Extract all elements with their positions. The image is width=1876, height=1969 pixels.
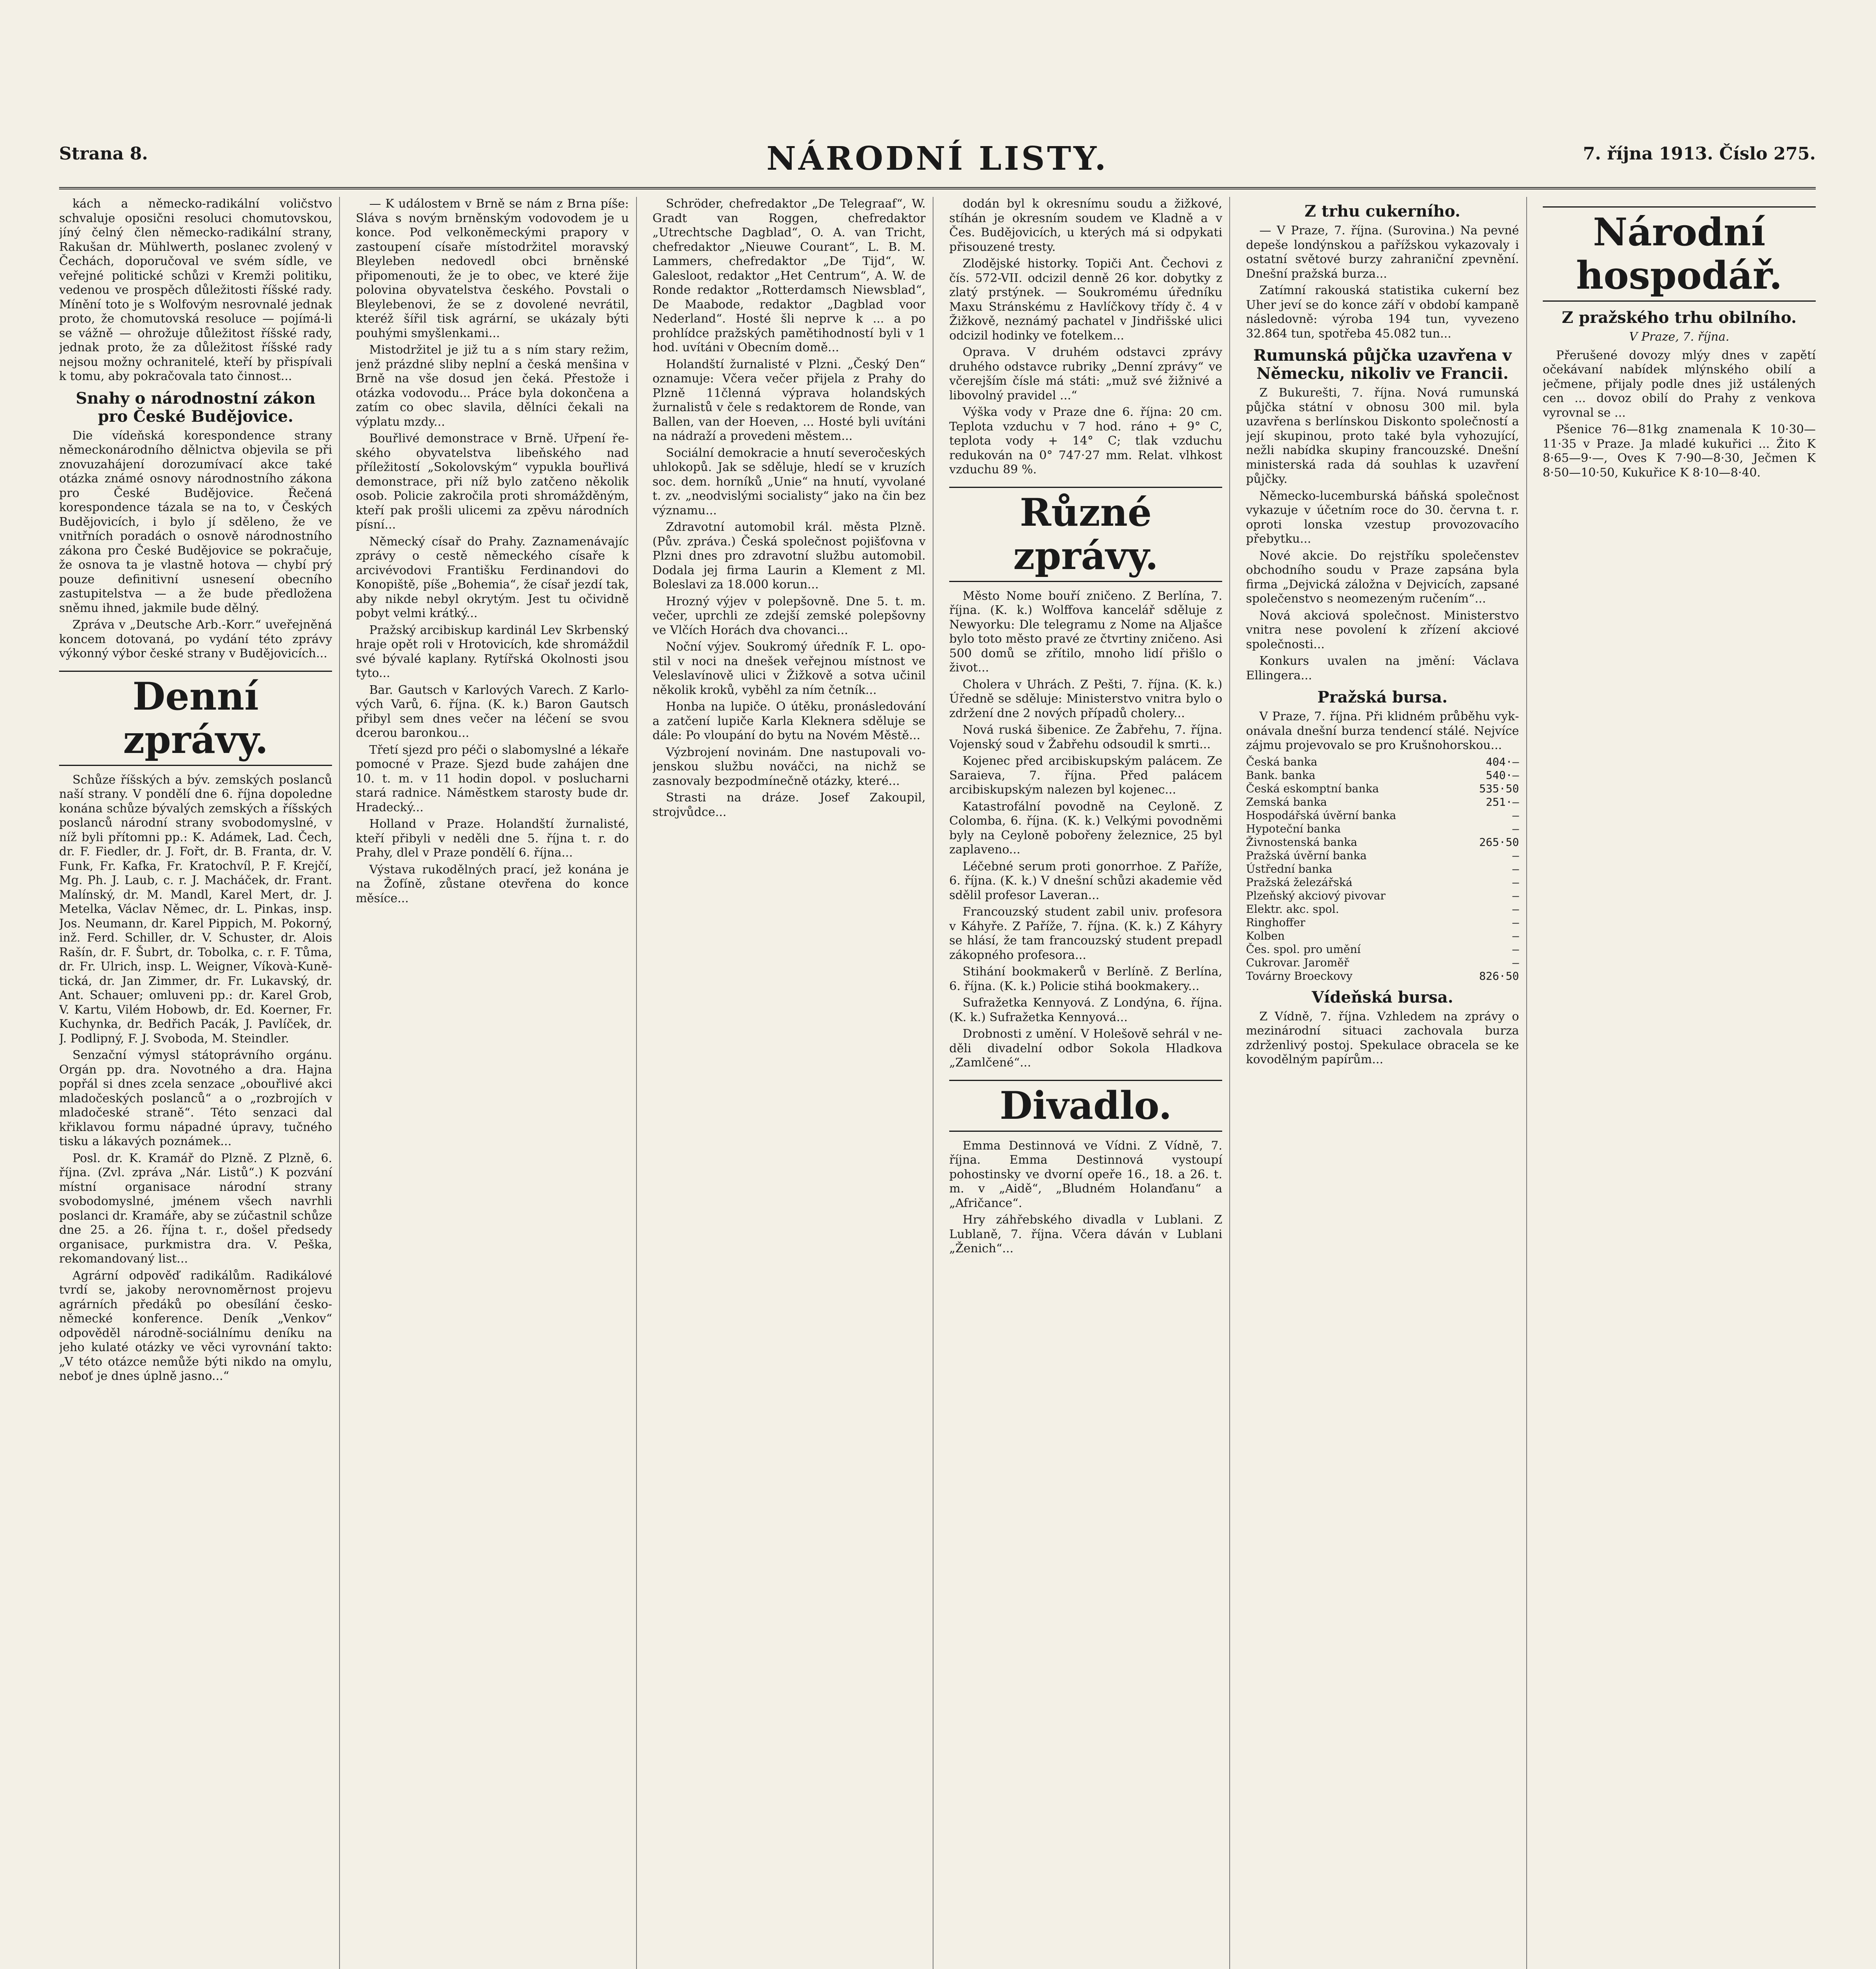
article-cukr-2: Zatímní rakouská statistika cukerní bez Uher jeví se do konce září v období kampaně následovně: výroba 194 tun, vyvezeno 32.864 tun, spotřeba 45.082 tun... — [1246, 284, 1519, 341]
article-nemecky-cisar: Německý císař do Prahy. Zaznamenávajíc zprávy o cestě německého císaře k arcivévodovi Františku Ferdinandovi do Konopiště, píše „Bohemia“, že císař jezdí tak, aby nikde nebyl okrytým. Jest tu očividně pobyt velmi krátký... — [356, 534, 629, 620]
article-ceny: Pšenice 76—81kg znamenala K 10·30—11·35 v Praze. Ja mladé kukuřici ... Žito K 8·65—9·—, Oves K 7·90—8·30, Ječmen K 8·50—10·50, Kukuřice K 8·10—8·40. — [1542, 423, 1816, 480]
article-mesto-nome: Město Nome bouří zničeno. Z Berlína, 7. října. (K. k.) Wolffova kancelář sděluje z Newyorku: Dle telegramu z Nome na Aljašce bylo toto město pravé ze čtvrtiny zničeno. Asi 500 domů se zřítilo, mnoho lidí přišlo o život... — [949, 589, 1223, 675]
bursa-security-price: — — [1512, 822, 1519, 835]
article-snahy-2: Zpráva v „Deutsche Arb.-Korr.“ uveřejněná koncem dotovaná, po vydání této zprávy výkonný výbor české strany v Budějovicích... — [59, 618, 332, 660]
bursa-row — [1246, 809, 1519, 822]
bursa-security-name: Kolben — [1246, 929, 1285, 942]
bursa-security-name: Hypoteční banka — [1246, 822, 1341, 835]
bursa-row — [1246, 782, 1519, 795]
bursa-row — [1246, 889, 1519, 903]
headline-videnska-bursa: Vídeňská bursa. — [1312, 988, 1453, 1007]
issue-date: 7. října 1913. Číslo 275. — [1583, 144, 1816, 164]
article-holandsti-plzen: Holandští žurnalisté v Plzni. „Český Den“ oznamuje: Včera večer přijela z Prahy do Plzně 11členná výprava holandských žurnalistů v čele s redaktorem de Ronde, van Ballen, van der Hoeven, ... Hosté byli uvítáni na nádraží a provedeni městem... — [652, 357, 926, 443]
bursa-security-name: Továrny Broeckovy — [1246, 969, 1353, 983]
newspaper-columns — [59, 197, 1816, 1969]
bursa-row — [1246, 769, 1519, 782]
bursa-row — [1246, 795, 1519, 809]
article-intro: kách a německo-radikální voličstvo schvaluje oposični resoluci chomutovskou, jíný čelný člen německo-radikální strany, Rakušan dr. Mühlwerth, poslanec zvolený v Čechách, doporučoval ve svém sídle, ve veřejné politické schůzi v Kremži politiku, vedenou ve prospěch důležitosti říšské rady. Mínění toto je s Wolfovým nesrovnalé jednak proto, že chomutovská resoluce — pojímá-li se vážně — ohrožuje důležitost říšské rady, jednak proto, že za důležitost říšské rady nejsou možny ochranitelé, kteří by přispívali k tomu, aby pokračovala tato činnost... — [59, 197, 332, 383]
column-3 — [653, 197, 933, 1969]
article-drobnosti: Drobnosti z umění. V Holešově sehrál v neděli divadelní odbor Sokola Hladkova „Zamlčené“... — [949, 1027, 1223, 1070]
article-holl-list: Schröder, chefredaktor „De Telegraaf“, W. Gradt van Roggen, chefredaktor „Utrechtsche Dagblad“, O. A. van Tricht, chefredaktor „Nieuwe Courant“, L. B. M. Lammers, chefredaktor „De Tijd“, W. Galesloot, redaktor „Het Centrum“, A. W. de Ronde redaktor „Rotterdamsch Niewsblad“, De Maabode, redaktor „Dagblad voor Nederland“. Hosté šli neprve k ... a po prohlídce pražských pamětihodností byli v 1 hod. uvítáni v Obecním domě... — [652, 197, 926, 354]
bursa-security-name: Česká banka — [1246, 755, 1317, 768]
section-narodni-hospodar: Národní hospodář. — [1543, 206, 1816, 302]
bursa-row — [1246, 862, 1519, 876]
bursa-security-name: Ringhoffer — [1246, 916, 1306, 929]
article-cholera: Cholera v Uhrách. Z Pešti, 7. října. (K. k.) Úředně se sděluje: Ministerstvo vnitra bylo o zdržení dne 2 nových případů cholery... — [949, 677, 1223, 720]
article-gautsch: Bar. Gautsch v Karlových Varech. Z Karlových Varů, 6. října. (K. k.) Baron Gautsch přibyl sem dnes večer na léčení se svou dcerou baronkou... — [356, 683, 629, 740]
bursa-security-name: Cukrovar. Jaroměř — [1246, 956, 1349, 969]
article-student: Francouzský student zabil univ. profesora v Káhyře. Z Paříže, 7. října. (K. k.) Z Káhyry se hlásí, že tam francouzský student prepadl zákopného profesora... — [949, 905, 1223, 962]
section-ruzne-zpravy: Různé zprávy. — [949, 487, 1222, 582]
article-socialni: Sociální demokracie a hnutí severočeských uhlokopů. Jak se sděluje, hledí se v kruzích soc. dem. horníků „Unie“ na hnutí, vyvolané t. zv. „neodvislými socialisty“ jako na čin bez významu... — [652, 446, 926, 517]
bursa-security-price: — — [1512, 889, 1519, 902]
article-destinnova: Emma Destinnová ve Vídni. Z Vídně, 7. října. Emma Destinnová vystoupí pohostinsky ve dvorní opeře 16., 18. a 26. t. m. v „Aidě“, „Bludném Holanďanu“ a „Afričance“. — [949, 1138, 1223, 1210]
bursa-row — [1246, 903, 1519, 916]
article-nocni: Noční výjev. Soukromý úředník F. L. opostil v noci na dnešek veřejnou místnost ve Veleslavínově ulici v Žižkově a sotva učinil několik kroků, vyběhl za ním četník... — [652, 640, 926, 697]
article-vystava: Výstava rukodělných prací, jež konána je na Žofíně, zůstane otevřena do konce měsíce... — [356, 862, 629, 905]
article-boullive: Bouřlivé demonstrace v Brně. Uřpení řeského obyvatelstva libeňského nad příležitostí „Sokolovským“ vypukla bouřlivá demonstrace, při níž bylo zatčeno několik osob. Policie zakročila proti shromážděným, kteří pak prošli ulicemi za zpěvu národních písní... — [356, 432, 629, 532]
article-konkursy: Konkurs uvalen na jmění: Václava Ellingera... — [1246, 654, 1519, 682]
article-brno: — K událostem v Brně se nám z Brna píše: Sláva s novým brněnským vodovodem je u konce. Pod velkoněmeckými prapory v zastoupení císaře místodržitel moravský Bleyleben nedovedl obci brněnské připomenouti, že je to obec, ve které žije polovina obyvatelstva českého. Povstali o Bleylebenovi, že se z dovolené nevrátil, kteréž šířil tisk agrární, se ukázaly býti pouhými smyšlenkami... — [356, 197, 629, 340]
bursa-security-name: Česká eskomptní banka — [1246, 782, 1379, 795]
bursa-security-name: Elektr. akc. spol. — [1246, 902, 1339, 916]
bursa-row — [1246, 836, 1519, 849]
bursa-row — [1246, 876, 1519, 889]
article-holland: Holland v Praze. Holandští žurnalisté, kteří přibyli v neděli dne 5. října t. r. do Prahy, dlel v Praze pondělí 6. října... — [356, 817, 629, 860]
article-cukr: — V Praze, 7. října. (Surovina.) Na pevné depeše londýnskou a pařížskou vykazovaly i ostatní světové burzy zahraniční zpevnění. Dnešní pražská burza... — [1246, 224, 1519, 281]
article-banka: Německo-lucemburská báňská společnost vykazuje v účetním roce do 30. června t. r. oproti lonska vzestup provozovacího přebytku... — [1246, 489, 1519, 546]
bursa-security-price: 826·50 — [1479, 969, 1519, 983]
bursa-row — [1246, 970, 1519, 983]
bursa-security-name: Pražská železářská — [1246, 875, 1353, 889]
bursa-row — [1246, 943, 1519, 956]
article-nove-akcie: Nové akcie. Do rejstříku společenstev obchodního soudu v Praze zapsána byla firma „Dejvická záložna v Dejvicích, zapsané společenstvo s neomezeným ručením“... — [1246, 549, 1519, 606]
masthead-title: NÁRODNÍ LISTY. — [766, 140, 1108, 178]
article-schuze: Schůze říšských a býv. zemských poslanců naší strany. V pondělí dne 6. října dopoledne konána schůze bývalých zemských a říšských poslanců národní strany svobodomyslné, v níž byli přítomni pp.: K. Adámek, Lad. Čech, dr. F. Fiedler, dr. J. Fořt, dr. B. Franta, dr. V. Funk, Fr. Kafka, Fr. Kratochvíl, P. F. Krejčí, Mg. Ph. J. Laub, c. r. J. Macháček, dr. Frant. Malínský, dr. M. Mandl, Karel Mert, dr. J. Metelka, Václav Němec, dr. L. Pinkas, insp. Jos. Neumann, dr. Karel Pippich, M. Pokorný, inž. Ferd. Schiller, dr. V. Schuster, dr. Alois Rašín, dr. F. Šubrt, dr. Tobolka, c. r. F. Tůma, dr. Fr. Ulrich, insp. L. Weigner, Víkovà-Kunětická, dr. Jan Zimmer, dr. Fr. Lukavský, dr. Ant. Schauer; omluveni pp.: dr. Karel Grob, V. Kartu, Vilém Hobowb, dr. Ed. Koerner, Fr. Kuchynka, dr. Bedřich Pacák, J. Pavlíček, dr. J. Podlipný, F. J. Svoboda, M. Steindler. — [59, 773, 332, 1046]
bursa-security-price: 265·50 — [1479, 835, 1519, 849]
article-strasti: Strasti na dráze. Josef Zakoupil, strojvůdce... — [652, 791, 926, 819]
article-nova-sibenice: Nová ruská šibenice. Ze Žabřehu, 7. října. Vojenský soud v Žabřehu odsoudil k smrti... — [949, 723, 1223, 751]
article-bookmakeri: Stihání bookmakerů v Berlíně. Z Berlína, 6. října. (K. k.) Policie stihá bookmakery... — [949, 965, 1223, 993]
article-posl-kramar: Posl. dr. K. Kramář do Plzně. Z Plzně, 6. října. (Zvl. zpráva „Nár. Listů“.) K pozvání místní organisace národní strany svobodomyslné, jménem všech navrhli poslanci dr. Kramáře, aby se zúčastnil schůze dne 25. a 26. října t. r., došel předsedy organisace, purkmistra dra. V. Peška, rekomandovaný list... — [59, 1151, 332, 1266]
bursa-security-price: — — [1512, 862, 1519, 875]
bursa-security-name: Plzeňský akciový pivovar — [1246, 889, 1386, 902]
article-senzacni: Senzační výmysl státoprávního orgánu. Orgán pp. dra. Novotného a dra. Hajna popřál si dnes zcela senzace „obouřlivé akci mladočeských poslanců“ a o „rozbrojích v mladočeské straně“. Této senzaci dal křiklavou formu nápadné úpravy, tučného tisku a lákavých poznámek... — [59, 1048, 332, 1148]
article-kojenec: Kojenec před arcibiskupským palácem. Ze Saraieva, 7. října. Před palácem arcibiskupským nalezen byl kojenec... — [949, 754, 1223, 797]
article-agrarni: Agrární odpověď radikálům. Radikálové tvrdí se, jakoby nerovnoměrnost projevu agrárních předáků po obesílání česko-německé konference. Deník „Venkov“ odpověděl národně-sociálnímu deníku na jeho kulaté otázky ve věci vyrovnání takto: „V této otázce nemůže býti nikdo na omylu, neboť je dnes úplně jasno...“ — [59, 1268, 332, 1383]
bursa-table — [1246, 755, 1519, 983]
bursa-security-price: — — [1512, 849, 1519, 862]
column-1 — [59, 197, 340, 1969]
bursa-security-price: — — [1512, 942, 1519, 956]
article-ceylon: Katastrofální povodně na Ceyloně. Z Colomba, 6. října. (K. k.) Velkými povodněmi byly na Ceyloně pobořeny železnice, 25 byl zaplaveno... — [949, 799, 1223, 857]
headline-prazska-bursa: Pražská bursa. — [1317, 688, 1448, 706]
article-obilni: Přerušené dovozy mlýy dnes v zapětí očekávaní nabídek mlýnského obilí a ječmene, přijaly podle dnes již ustálených cen ... dovoz obilí do Prahy z venkova vyrovnal se ... — [1542, 348, 1816, 420]
bursa-row — [1246, 956, 1519, 970]
article-prazska-bursa: V Praze, 7. října. Při klidném průběhu vykonávala dnešní burza tendencí stálé. Nejvíce zájmu projevovalo se pro Krušnohorskou... — [1246, 710, 1519, 752]
bursa-security-price: — — [1512, 956, 1519, 969]
bursa-security-name: Čes. spol. pro umění — [1246, 942, 1361, 956]
column-5 — [1246, 197, 1527, 1969]
column-6 — [1543, 197, 1816, 1969]
bursa-security-name: Bank. banka — [1246, 768, 1316, 782]
bursa-security-price: 404·— — [1486, 755, 1519, 768]
bursa-row — [1246, 849, 1519, 862]
page-label: Strana 8. — [59, 144, 148, 164]
article-rumunska: Z Bukurešti, 7. října. Nová rumunská půjčka státní v obnosu 300 mil. byla uzavřena s berlínskou Diskonto společností a její skupinou, proto také byla vyhozující, nežli nabídka skupiny francouzské. Dnešní ministerská rada dá souhlas k uzavření půjčky. — [1246, 386, 1519, 486]
bursa-security-price: 251·— — [1486, 795, 1519, 808]
article-akciova: Nová akciová společnost. Ministerstvo vnitra nese povolení k zřízení akciové společnosti... — [1246, 608, 1519, 651]
article-snahy: Die vídeňská korespondence strany německonárodního dělnictva objevila se při znovuzahájení dorozumívací akce také otázka známé osnovy národnostního zákona pro České Budějovice. Řečená korespondence tázala se na to, v Českých Budějovicích, i bylo jí sděleno, že ve vnitřních poradách o osnově národnostního zákona pro České Budějovice se pokračuje, že osnova ta je vlastně hotova — chybí prý pouze definitivní usnesení obecního zastupitelstva — a že bude předložena sněmu ihned, jakmile bude dělný. — [59, 428, 332, 615]
bursa-security-price: — — [1512, 875, 1519, 889]
article-kardinal: Pražský arcibiskup kardinál Lev Skrbenský hraje opět roli v Hrotovicích, kde shromáždil své bývalé kaplany. Rytířská Okolnosti jsou tyto... — [356, 623, 629, 680]
bursa-security-name: Ústřední banka — [1246, 862, 1332, 875]
headline-snahy: Snahy o národnostní zákon pro České Budějovice. — [76, 389, 315, 426]
headline-rumunska: Rumunská půjčka uzavřena v Německu, nikoliv ve Francii. — [1253, 346, 1512, 383]
bursa-security-name: Hospodářská úvěrní banka — [1246, 808, 1396, 822]
article-pocasi: Výška vody v Praze dne 6. října: 20 cm. Teplota vzduchu v 7 hod. ráno + 9° C, teplota vody + 14° C; tlak vzduchu redukován na 0° 747·27 mm. Relat. vlhkost vzduchu 89 %. — [949, 405, 1223, 476]
bursa-security-price: 535·50 — [1479, 782, 1519, 795]
bursa-security-price: — — [1512, 929, 1519, 942]
article-hrozny: Hrozný výjev v polepšovně. Dne 5. t. m. večer, uprchli ze zdejší zemské polepšovny ve Vlčích Horách dva chovanci... — [652, 594, 926, 637]
section-divadlo: Divadlo. — [949, 1080, 1222, 1132]
article-treti-sjezd: Třetí sjezd pro péči o slabomyslné a lékaře pomocné v Praze. Sjezd bude zahájen dne 10. t. m. v 11 hodin dopol. v poslucharni stará radnice. Náměstkem starosty bude dr. Hradecký... — [356, 743, 629, 814]
bursa-row — [1246, 916, 1519, 929]
bursa-security-name: Živnostenská banka — [1246, 835, 1357, 849]
article-zlodejske: Zlodějské historky. Topiči Ant. Čechovi z čís. 572-VII. odcizil denně 26 kor. dobytky z zlatý prstýnek. — Soukromému úředníku Maxu Stránskému z Havlíčkovy třídy č. 4 v Žižkově, neznámý pachatel v Jindřišské ulici odcizil hodinky ve fotelkem... — [949, 257, 1223, 343]
article-sufrazetka: Sufražetka Kennyová. Z Londýna, 6. října. (K. k.) Sufražetka Kennyová... — [949, 996, 1223, 1024]
headline-obilni: Z pražského trhu obilního. — [1562, 308, 1797, 327]
bursa-row — [1246, 822, 1519, 836]
obilni-date: V Praze, 7. října. — [1629, 330, 1729, 344]
article-brno-2: Mistodržitel je již tu a s ním stary režim, jenž prázdné sliby neplní a česká menšina v Brně na vše dosud jen čeká. Přestože i otázka vodovodu... Práce byla dokončena a zatím co obec slavila, dělníci čekali na výplatu mzdy... — [356, 343, 629, 429]
bursa-security-price: 540·— — [1486, 768, 1519, 782]
article-zdravotni: Zdravotní automobil král. města Plzně. (Pův. zpráva.) Česká společnost pojišťovna v Plzni dnes pro zdravotní službu automobil. Dodala jej firma Laurin a Klement z Ml. Boleslavi za 18.000 korun... — [652, 520, 926, 591]
bursa-row — [1246, 755, 1519, 769]
article-videnska-bursa: Z Vídně, 7. října. Vzhledem na zprávy o mezinárodní situaci zachovala burza zdrženlivý postoj. Spekulace obracela se ke kovodělným papírům... — [1246, 1009, 1519, 1066]
section-denni-zpravy: Denní zprávy. — [59, 671, 332, 766]
bursa-security-name: Pražská úvěrní banka — [1246, 849, 1367, 862]
article-hry: Hry záhřebského divadla v Lublani. Z Lublaně, 7. října. Včera dáván v Lublani „Ženich“... — [949, 1213, 1223, 1255]
page-header — [59, 140, 1816, 189]
bursa-security-name: Zemská banka — [1246, 795, 1327, 808]
article-vyzbrojeni: Výzbrojení novinám. Dne nastupovali vojenskou službu nováčci, na nichž se zasnovaly bezpodmínečně otázky, které... — [652, 745, 926, 788]
article-honba: Honba na lupiče. O útěku, pronásledování a zatčení lupiče Karla Kleknera sděluje se dále: Po vloupání do bytu na Novém Městě... — [652, 700, 926, 742]
bursa-security-price: — — [1512, 902, 1519, 916]
article-serum: Léčebné serum proti gonorrhoe. Z Paříže, 6. října. (K. k.) V dnešní schůzi akademie věd sdělil profesor Laveran... — [949, 859, 1223, 902]
article-oprava: Oprava. V druhém odstavci zprávy druhého odstavce rubriky „Denní zprávy“ ve včerejším čísle má státi: „muž své žižnivé a libovolný pravidel ...“ — [949, 345, 1223, 402]
article-top: dodán byl k okresnímu soudu a žižkové, stíhán je okresním soudem ve Kladně a v Čes. Budějovicích, u kterých má si odpykati přisouzené tresty. — [949, 197, 1223, 254]
bursa-security-price: — — [1512, 916, 1519, 929]
headline-cukr: Z trhu cukerního. — [1304, 202, 1460, 221]
column-4 — [949, 197, 1230, 1969]
column-2 — [356, 197, 636, 1969]
bursa-security-price: — — [1512, 808, 1519, 822]
bursa-row — [1246, 929, 1519, 943]
